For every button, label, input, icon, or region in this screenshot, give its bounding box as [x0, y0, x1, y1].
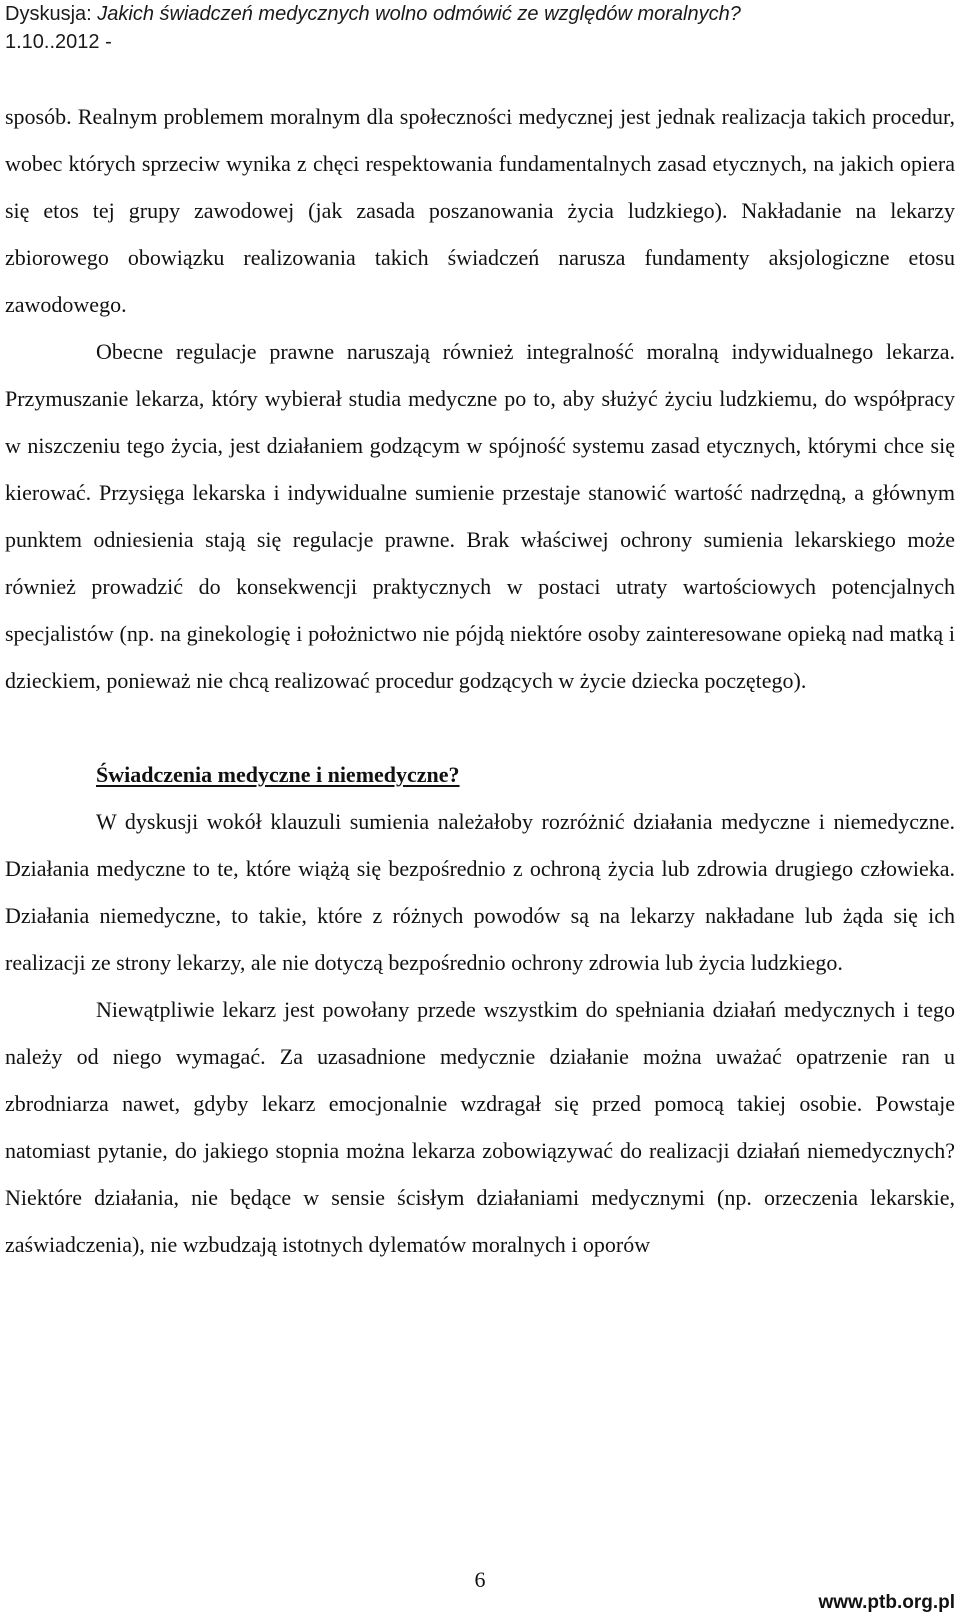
document-header: [5, 0, 741, 56]
document-body: [5, 93, 955, 1268]
header-title-line: [5, 0, 741, 28]
paragraph-4: Niewątpliwie lekarz jest powołany przede wszystkim do spełniania działań medycznych i tego należy od niego wymagać. Za uzasadnione medycznie działanie można uważać opatrzenie ran u zbrodniarza nawet, gdyby lekarz emocjonalnie wzdragał się przed pomocą takiej osobie. Powstaje natomiast pytanie, do jakiego stopnia można lekarza zobowiązywać do realizacji działań niemedycznych? Niektóre działania, nie będące w sensie ścisłym działaniami medycznymi (np. orzeczenia lekarskie, zaświadczenia), nie wzbudzają istotnych dylematów moralnych i oporów: [5, 997, 955, 1257]
header-title: Jakich świadczeń medycznych wolno odmówić ze względów moralnych?: [97, 3, 741, 25]
header-date: 1.10..2012 -: [5, 31, 112, 53]
section-heading: Świadczenia medyczne i niemedyczne?: [96, 762, 460, 787]
paragraph-3: W dyskusji wokół klauzuli sumienia należałoby rozróżnić działania medyczne i niemedyczne. Działania medyczne to te, które wiążą się bezpośrednio z ochroną życia lub zdrowia drugiego człowieka. Działania niemedyczne, to takie, które z różnych powodów są na lekarzy nakładane lub żąda się ich realizacji ze strony lekarzy, ale nie dotyczą bezpośrednio ochrony zdrowia lub życia ludzkiego.: [5, 809, 955, 975]
footer-url[interactable]: www.ptb.org.pl: [818, 1592, 955, 1613]
page-number: 6: [474, 1567, 486, 1592]
paragraph-2: Obecne regulacje prawne naruszają również integralność moralną indywidualnego lekarza. Przymuszanie lekarza, który wybierał studia medyczne po to, aby służyć życiu ludzkiemu, do współpracy w niszczeniu tego życia, jest działaniem godzącym w spójność systemu zasad etycznych, którymi chce się kierować. Przysięga lekarska i indywidualne sumienie przestaje stanowić wartość nadrzędną, a głównym punktem odniesienia stają się regulacje prawne. Brak właściwej ochrony sumienia lekarskiego może również prowadzić do konsekwencji praktycznych w postaci utraty wartościowych potencjalnych specjalistów (np. na ginekologię i położnictwo nie pójdą niektóre osoby zainteresowane opieką nad matką i dzieckiem, ponieważ nie chcą realizować procedur godzących w życie dziecka poczętego).: [5, 339, 955, 693]
paragraph-1: sposób. Realnym problemem moralnym dla społeczności medycznej jest jednak realizacja takich procedur, wobec których sprzeciw wynika z chęci respektowania fundamentalnych zasad etycznych, na jakich opiera się etos tej grupy zawodowej (jak zasada poszanowania życia ludzkiego). Nakładanie na lekarzy zbiorowego obowiązku realizowania takich świadczeń narusza fundamenty aksjologiczne etosu zawodowego.: [5, 104, 955, 317]
header-prefix: Dyskusja:: [5, 3, 98, 25]
